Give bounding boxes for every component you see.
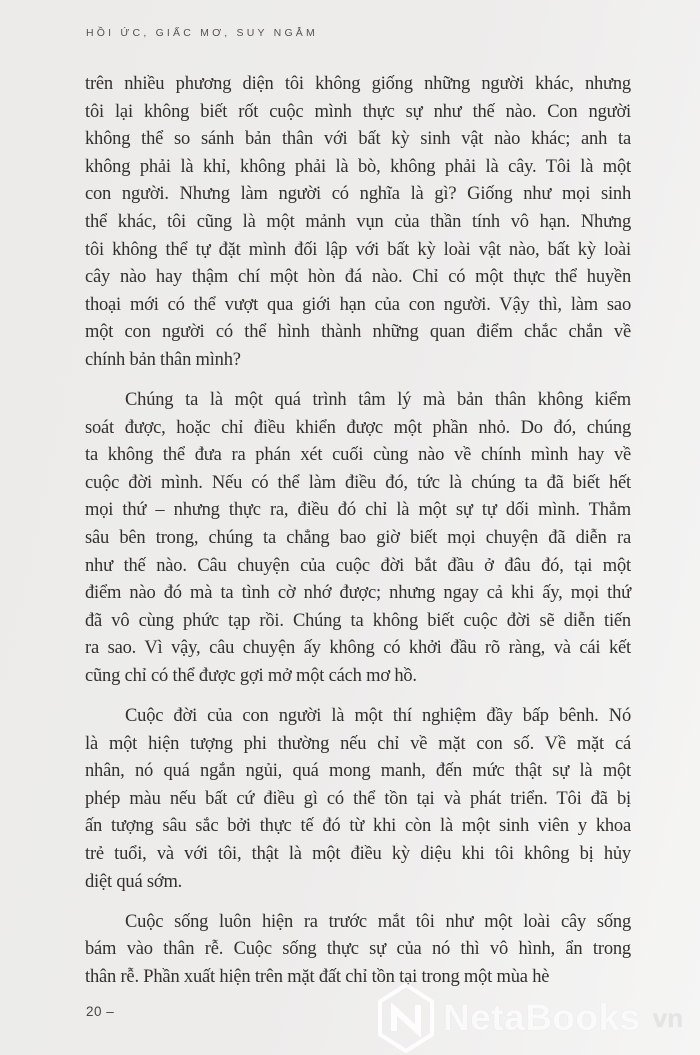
text-line: cũng chỉ có thể được gợi mở một cách mơ hồ.	[85, 665, 417, 686]
text-line: ta không thể đưa ra phán xét cuối cùng nào về chính mình hay về	[85, 445, 631, 466]
text-line: Cuộc sống luôn hiện ra trước mắt tôi như một loài cây sống	[125, 911, 631, 932]
text-line: trẻ tuổi, và với tôi, thật là một điều kỳ diệu khi tôi không bị hủy	[85, 844, 631, 865]
text-line: ra sao. Vì vậy, câu chuyện ấy không có khởi đầu rõ ràng, và cái kết	[85, 638, 631, 659]
text-line: trên nhiều phương diện tôi không giống những người khác, nhưng	[85, 74, 631, 94]
text-line: như thế nào. Câu chuyện của cuộc đời bắt đầu ở đâu đó, tại một	[85, 555, 631, 576]
text-line: sâu bên trong, chúng ta chẳng bao giờ biết mọi chuyện đã diễn ra	[85, 528, 631, 548]
watermark-suffix-text: vn	[652, 1002, 684, 1033]
text-line: mọi thứ – nhưng thực ra, điều đó chỉ là một sự tự dối mình. Thẳm	[85, 500, 631, 521]
text-line: Cuộc đời của con người là một thí nghiệm đầy bấp bênh. Nó	[125, 706, 631, 727]
text-line: tôi lại không biết rốt cuộc mình thực sự như thế nào. Con người	[85, 101, 631, 122]
text-line: phép màu nếu bất cứ điều gì có thể tồn tại và phát triển. Tôi đã bị	[85, 788, 631, 809]
text-line: điểm nào đó mà ta tình cờ nhớ được; nhưng ngay cả khi ấy, mọi thứ	[85, 583, 631, 604]
text-line: Chúng ta là một quá trình tâm lý mà bản thân không kiểm	[125, 390, 631, 411]
paragraph	[85, 703, 631, 896]
text-line: thể khác, tôi cũng là một mảnh vụn của thần tính vô hạn. Nhưng	[85, 211, 631, 232]
paragraph	[85, 387, 631, 691]
text-line: ấn tượng sâu sắc bởi thực tế đó từ khi còn là một sinh viên y khoa	[85, 816, 631, 837]
body-text	[85, 71, 631, 992]
text-line: nhân, nó quá ngắn ngủi, quá mong manh, đến mức thật sự là một	[85, 761, 631, 782]
text-line: không thể so sánh bản thân với bất kỳ sinh vật nào khác; anh ta	[85, 129, 631, 150]
text-line: con người. Nhưng làm người có nghĩa là gì? Giống như mọi sinh	[85, 184, 631, 205]
text-line: soát được, hoặc chỉ điều khiển được một phần nhỏ. Do đó, chúng	[85, 417, 631, 438]
text-line: đã vô cùng phức tạp rồi. Chúng ta không biết cuộc đời sẽ diễn tiến	[85, 610, 631, 631]
text-line: là một hiện tượng phi thường nếu chỉ về mặt con số. Về mặt cá	[85, 733, 631, 754]
text-line: thân rễ. Phần xuất hiện trên mặt đất chỉ tồn tại trong một mùa hè	[85, 966, 550, 987]
paragraph	[85, 71, 631, 375]
text-line: tôi không thể tự đặt mình đối lập với bất kỳ loài vật nào, bất kỳ loài	[85, 239, 631, 260]
text-line: không phải là khỉ, không phải là bò, không phải là cây. Tôi là một	[85, 156, 631, 177]
text-line: cuộc đời mình. Nếu có thể làm điều đó, tức là chúng ta đã biết hết	[85, 472, 631, 493]
paragraph	[85, 909, 631, 992]
text-line: bám vào thân rễ. Cuộc sống thực sự của nó thì vô hình, ẩn trong	[85, 939, 631, 960]
netabooks-hexagon-n-logo-icon	[378, 982, 434, 1054]
text-line: thoại mới có thể vượt qua giới hạn của con người. Vậy thì, làm sao	[85, 294, 631, 315]
watermark-brand-text: NetaBooks	[443, 997, 641, 1038]
text-line: cây nào hay thậm chí một hòn đá nào. Chỉ có một thực thể huyền	[85, 267, 631, 288]
text-line: chính bản thân mình?	[85, 349, 241, 370]
watermark	[378, 982, 683, 1054]
page-number: 20 –	[86, 1004, 115, 1019]
text-line: một con người có thể hình thành những quan điểm chắc chắn về	[85, 322, 631, 343]
text-line: diệt quá sớm.	[85, 871, 183, 892]
running-header: HỒI ỨC, GIẤC MƠ, SUY NGẪM	[86, 27, 318, 39]
